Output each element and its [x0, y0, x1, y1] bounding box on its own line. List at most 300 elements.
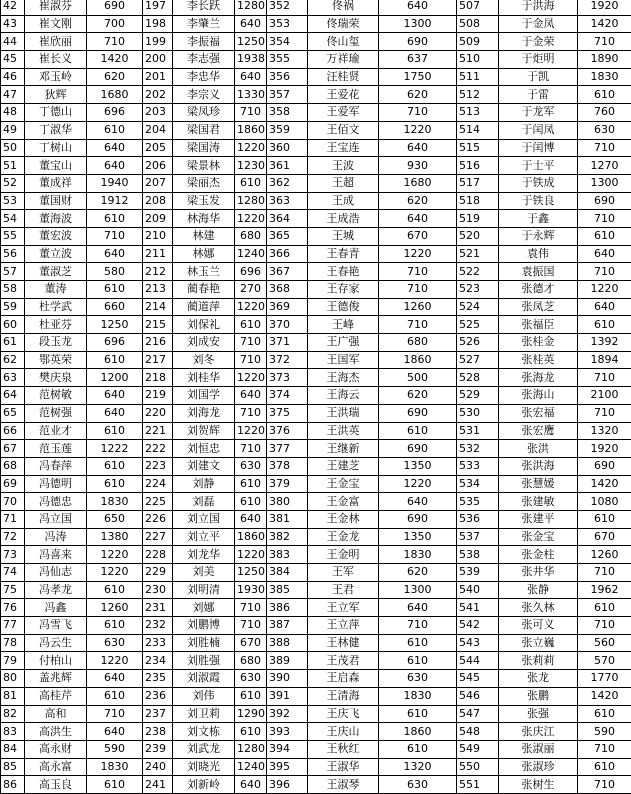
row-number: 240	[143, 758, 173, 776]
amount-cell: 640	[578, 245, 631, 263]
name-cell: 张立巍	[499, 634, 578, 652]
row-number: 209	[143, 210, 173, 228]
amount-cell: 590	[578, 723, 631, 741]
amount-cell: 640	[235, 510, 267, 528]
amount-cell: 710	[578, 139, 631, 157]
amount-cell: 696	[87, 104, 143, 122]
name-cell: 于凯	[499, 68, 578, 86]
row-number: 241	[143, 776, 173, 794]
amount-cell: 710	[578, 404, 631, 422]
amount-cell: 640	[235, 68, 267, 86]
row-number: 507	[457, 0, 499, 15]
amount-cell: 500	[379, 369, 457, 387]
row-number: 204	[143, 121, 173, 139]
amount-cell: 1680	[87, 86, 143, 104]
table-row	[1, 705, 631, 723]
amount-cell: 1260	[379, 298, 457, 316]
row-number: 68	[1, 457, 25, 475]
amount-cell: 1220	[235, 369, 267, 387]
name-cell: 王茂君	[308, 652, 379, 670]
amount-cell: 610	[87, 422, 143, 440]
amount-cell: 610	[379, 422, 457, 440]
amount-cell: 610	[578, 758, 631, 776]
name-cell: 袁振国	[499, 263, 578, 281]
name-cell: 张建敏	[499, 493, 578, 511]
table-row	[1, 758, 631, 776]
row-number: 542	[457, 617, 499, 635]
amount-cell: 1860	[379, 723, 457, 741]
amount-cell: 620	[379, 192, 457, 210]
name-cell: 刘娜	[173, 599, 235, 617]
table-row	[1, 440, 631, 458]
row-number: 44	[1, 33, 25, 51]
name-cell: 王建芝	[308, 457, 379, 475]
amount-cell: 1230	[235, 157, 267, 175]
name-cell: 张桂金	[499, 334, 578, 352]
name-cell: 王庆山	[308, 723, 379, 741]
name-cell: 王金宝	[308, 475, 379, 493]
row-number: 547	[457, 705, 499, 723]
amount-cell: 1280	[235, 192, 267, 210]
amount-cell: 1830	[379, 687, 457, 705]
name-cell: 林娜	[173, 245, 235, 263]
row-number: 520	[457, 227, 499, 245]
name-cell: 刘成安	[173, 334, 235, 352]
table-row	[1, 670, 631, 688]
row-number: 201	[143, 68, 173, 86]
row-number: 387	[267, 617, 308, 635]
amount-cell: 610	[235, 316, 267, 334]
name-cell: 杜亚芬	[25, 316, 87, 334]
table-row	[1, 104, 631, 122]
name-cell: 刘鹏博	[173, 617, 235, 635]
amount-cell: 710	[379, 617, 457, 635]
name-cell: 万祥瑜	[308, 51, 379, 69]
name-cell: 梁玉发	[173, 192, 235, 210]
name-cell: 于雷	[499, 86, 578, 104]
amount-cell: 1860	[235, 528, 267, 546]
name-cell: 王启森	[308, 670, 379, 688]
name-cell: 李志强	[173, 51, 235, 69]
amount-cell: 610	[87, 617, 143, 635]
table-row	[1, 210, 631, 228]
name-cell: 张德才	[499, 281, 578, 299]
row-number: 530	[457, 404, 499, 422]
amount-cell: 1912	[87, 192, 143, 210]
row-number: 373	[267, 369, 308, 387]
row-number: 61	[1, 334, 25, 352]
amount-cell: 710	[235, 617, 267, 635]
amount-cell: 700	[87, 15, 143, 33]
row-number: 42	[1, 0, 25, 15]
name-cell: 于士平	[499, 157, 578, 175]
row-number: 71	[1, 510, 25, 528]
row-number: 551	[457, 776, 499, 794]
amount-cell: 1940	[87, 174, 143, 192]
amount-cell: 610	[87, 351, 143, 369]
name-cell: 于铁良	[499, 192, 578, 210]
row-number: 518	[457, 192, 499, 210]
row-number: 236	[143, 687, 173, 705]
amount-cell: 710	[235, 599, 267, 617]
name-cell: 于炬明	[499, 51, 578, 69]
row-number: 237	[143, 705, 173, 723]
amount-cell: 680	[379, 334, 457, 352]
name-cell: 董立波	[25, 245, 87, 263]
row-number: 392	[267, 705, 308, 723]
row-number: 226	[143, 510, 173, 528]
amount-cell: 1220	[87, 564, 143, 582]
table-row	[1, 157, 631, 175]
table-row	[1, 51, 631, 69]
name-cell: 佟山玺	[308, 33, 379, 51]
amount-cell: 640	[87, 723, 143, 741]
name-cell: 刘冬	[173, 351, 235, 369]
row-number: 531	[457, 422, 499, 440]
name-cell: 刘文栋	[173, 723, 235, 741]
amount-cell: 690	[379, 510, 457, 528]
row-number: 70	[1, 493, 25, 511]
table-row	[1, 33, 631, 51]
amount-cell: 710	[87, 705, 143, 723]
amount-cell: 1270	[578, 157, 631, 175]
amount-cell: 1830	[379, 546, 457, 564]
name-cell: 张宏福	[499, 404, 578, 422]
name-cell: 王淑琴	[308, 776, 379, 794]
amount-cell: 1300	[379, 581, 457, 599]
amount-cell: 620	[87, 68, 143, 86]
table-row	[1, 316, 631, 334]
amount-cell: 610	[87, 776, 143, 794]
row-number: 361	[267, 157, 308, 175]
row-number: 352	[267, 0, 308, 15]
row-number: 46	[1, 68, 25, 86]
row-number: 368	[267, 281, 308, 299]
amount-cell: 1930	[235, 581, 267, 599]
table-row	[1, 245, 631, 263]
row-number: 358	[267, 104, 308, 122]
row-number: 529	[457, 387, 499, 405]
amount-cell: 1220	[235, 139, 267, 157]
amount-cell: 610	[235, 723, 267, 741]
name-cell: 于闰凤	[499, 121, 578, 139]
row-number: 65	[1, 404, 25, 422]
row-number: 367	[267, 263, 308, 281]
table-row	[1, 528, 631, 546]
amount-cell: 1250	[87, 316, 143, 334]
row-number: 538	[457, 546, 499, 564]
name-cell: 王存家	[308, 281, 379, 299]
name-cell: 崔文刚	[25, 15, 87, 33]
amount-cell: 640	[379, 210, 457, 228]
row-number: 223	[143, 457, 173, 475]
amount-cell: 710	[235, 334, 267, 352]
amount-cell: 1894	[578, 351, 631, 369]
name-cell: 董淑芝	[25, 263, 87, 281]
name-cell: 张莉莉	[499, 652, 578, 670]
name-cell: 鄂英荣	[25, 351, 87, 369]
row-number: 217	[143, 351, 173, 369]
amount-cell: 710	[578, 776, 631, 794]
row-number: 550	[457, 758, 499, 776]
amount-cell: 660	[87, 298, 143, 316]
row-number: 200	[143, 51, 173, 69]
amount-cell: 610	[379, 634, 457, 652]
row-number: 203	[143, 104, 173, 122]
name-cell: 王立萍	[308, 617, 379, 635]
row-number: 60	[1, 316, 25, 334]
row-number: 391	[267, 687, 308, 705]
amount-cell: 710	[87, 227, 143, 245]
row-number: 534	[457, 475, 499, 493]
amount-cell: 710	[379, 281, 457, 299]
name-cell: 蔺春艳	[173, 281, 235, 299]
amount-cell: 1220	[87, 546, 143, 564]
table-row	[1, 546, 631, 564]
amount-cell: 620	[379, 387, 457, 405]
row-number: 55	[1, 227, 25, 245]
row-number: 511	[457, 68, 499, 86]
name-cell: 王淑华	[308, 758, 379, 776]
row-number: 535	[457, 493, 499, 511]
amount-cell: 640	[87, 404, 143, 422]
name-cell: 王金林	[308, 510, 379, 528]
name-cell: 于金荣	[499, 33, 578, 51]
name-cell: 王清海	[308, 687, 379, 705]
name-cell: 高洪生	[25, 723, 87, 741]
row-number: 370	[267, 316, 308, 334]
amount-cell: 1962	[578, 581, 631, 599]
amount-cell: 710	[379, 104, 457, 122]
table-row	[1, 599, 631, 617]
row-number: 508	[457, 15, 499, 33]
amount-cell: 1830	[87, 758, 143, 776]
name-cell: 王金明	[308, 546, 379, 564]
amount-cell: 1300	[578, 174, 631, 192]
name-cell: 冯雪飞	[25, 617, 87, 635]
amount-cell: 1250	[235, 564, 267, 582]
table-row	[1, 564, 631, 582]
name-cell: 刘立国	[173, 510, 235, 528]
row-number: 51	[1, 157, 25, 175]
row-number: 78	[1, 634, 25, 652]
name-cell: 刘国学	[173, 387, 235, 405]
amount-cell: 640	[235, 776, 267, 794]
name-cell: 王庆飞	[308, 705, 379, 723]
amount-cell: 1938	[235, 51, 267, 69]
row-number: 377	[267, 440, 308, 458]
row-number: 523	[457, 281, 499, 299]
row-number: 527	[457, 351, 499, 369]
name-cell: 张洪	[499, 440, 578, 458]
table-row	[1, 740, 631, 758]
row-number: 77	[1, 617, 25, 635]
row-number: 213	[143, 281, 173, 299]
row-number: 524	[457, 298, 499, 316]
amount-cell: 1290	[235, 705, 267, 723]
name-cell: 王爱军	[308, 104, 379, 122]
amount-cell: 1420	[578, 687, 631, 705]
row-number: 539	[457, 564, 499, 582]
amount-cell: 610	[87, 475, 143, 493]
name-cell: 董涛	[25, 281, 87, 299]
amount-cell: 610	[235, 687, 267, 705]
amount-cell: 630	[379, 776, 457, 794]
name-cell: 张龙	[499, 670, 578, 688]
name-cell: 崔欣丽	[25, 33, 87, 51]
amount-cell: 630	[379, 670, 457, 688]
row-number: 198	[143, 15, 173, 33]
row-number: 83	[1, 723, 25, 741]
row-number: 385	[267, 581, 308, 599]
name-cell: 于铁成	[499, 174, 578, 192]
row-number: 388	[267, 634, 308, 652]
amount-cell: 710	[578, 617, 631, 635]
name-cell: 张福臣	[499, 316, 578, 334]
row-number: 58	[1, 281, 25, 299]
row-number: 380	[267, 493, 308, 511]
name-cell: 李宗义	[173, 86, 235, 104]
amount-cell: 610	[379, 705, 457, 723]
amount-cell: 1080	[578, 493, 631, 511]
amount-cell: 610	[87, 457, 143, 475]
name-cell: 范业才	[25, 422, 87, 440]
name-cell: 张凤芝	[499, 298, 578, 316]
name-cell: 蔺道萍	[173, 298, 235, 316]
amount-cell: 560	[578, 634, 631, 652]
amount-cell: 610	[578, 227, 631, 245]
row-number: 362	[267, 174, 308, 192]
name-cell: 王立军	[308, 599, 379, 617]
table-row	[1, 281, 631, 299]
name-cell: 刘胜强	[173, 652, 235, 670]
name-cell: 丁树山	[25, 139, 87, 157]
row-number: 52	[1, 174, 25, 192]
amount-cell: 1830	[578, 68, 631, 86]
row-number: 374	[267, 387, 308, 405]
amount-cell: 610	[578, 705, 631, 723]
row-number: 533	[457, 457, 499, 475]
amount-cell: 690	[578, 457, 631, 475]
amount-cell: 1300	[379, 15, 457, 33]
row-number: 234	[143, 652, 173, 670]
name-cell: 刘恒忠	[173, 440, 235, 458]
row-number: 514	[457, 121, 499, 139]
table-row	[1, 86, 631, 104]
name-cell: 王君	[308, 581, 379, 599]
row-number: 67	[1, 440, 25, 458]
row-number: 43	[1, 15, 25, 33]
name-cell: 王金富	[308, 493, 379, 511]
amount-cell: 610	[87, 687, 143, 705]
amount-cell: 637	[379, 51, 457, 69]
amount-cell: 760	[578, 104, 631, 122]
row-number: 359	[267, 121, 308, 139]
amount-cell: 640	[379, 599, 457, 617]
row-number: 222	[143, 440, 173, 458]
name-cell: 刘新岭	[173, 776, 235, 794]
name-cell: 王林健	[308, 634, 379, 652]
name-cell: 张金柱	[499, 546, 578, 564]
name-cell: 李长跃	[173, 0, 235, 15]
name-cell: 张淑珍	[499, 758, 578, 776]
name-cell: 刘贺辉	[173, 422, 235, 440]
name-cell: 董宝山	[25, 157, 87, 175]
name-cell: 董宏波	[25, 227, 87, 245]
name-cell: 刘美	[173, 564, 235, 582]
amount-cell: 1750	[379, 68, 457, 86]
name-cell: 王波	[308, 157, 379, 175]
amount-cell: 610	[578, 86, 631, 104]
name-cell: 于龙军	[499, 104, 578, 122]
name-cell: 王爱花	[308, 86, 379, 104]
row-number: 541	[457, 599, 499, 617]
name-cell: 刘卫莉	[173, 705, 235, 723]
name-cell: 王成	[308, 192, 379, 210]
row-number: 513	[457, 104, 499, 122]
name-cell: 范树强	[25, 404, 87, 422]
row-number: 389	[267, 652, 308, 670]
name-cell: 崔长义	[25, 51, 87, 69]
row-number: 45	[1, 51, 25, 69]
row-number: 521	[457, 245, 499, 263]
row-number: 545	[457, 670, 499, 688]
name-cell: 樊庆泉	[25, 369, 87, 387]
name-cell: 冯立国	[25, 510, 87, 528]
name-cell: 张淑丽	[499, 740, 578, 758]
name-cell: 刘晓光	[173, 758, 235, 776]
row-number: 548	[457, 723, 499, 741]
amount-cell: 640	[379, 139, 457, 157]
row-number: 532	[457, 440, 499, 458]
name-cell: 梁国君	[173, 121, 235, 139]
table-row	[1, 457, 631, 475]
row-number: 206	[143, 157, 173, 175]
amount-cell: 1220	[379, 245, 457, 263]
name-cell: 冯春萍	[25, 457, 87, 475]
name-cell: 高和	[25, 705, 87, 723]
amount-cell: 1280	[235, 0, 267, 15]
name-cell: 段玉龙	[25, 334, 87, 352]
row-number: 357	[267, 86, 308, 104]
name-cell: 张建平	[499, 510, 578, 528]
name-cell: 董成祥	[25, 174, 87, 192]
amount-cell: 640	[235, 387, 267, 405]
row-number: 238	[143, 723, 173, 741]
row-number: 384	[267, 564, 308, 582]
name-cell: 张鹏	[499, 687, 578, 705]
name-cell: 刘保礼	[173, 316, 235, 334]
table-body	[1, 0, 631, 793]
name-cell: 张可义	[499, 617, 578, 635]
name-cell: 王海杰	[308, 369, 379, 387]
name-cell: 杜学武	[25, 298, 87, 316]
amount-cell: 1220	[87, 652, 143, 670]
name-cell: 冯云生	[25, 634, 87, 652]
name-cell: 张海山	[499, 387, 578, 405]
row-number: 50	[1, 139, 25, 157]
row-number: 515	[457, 139, 499, 157]
row-number: 56	[1, 245, 25, 263]
name-cell: 丁德山	[25, 104, 87, 122]
row-number: 49	[1, 121, 25, 139]
amount-cell: 1260	[578, 546, 631, 564]
name-cell: 梁国涛	[173, 139, 235, 157]
amount-cell: 710	[235, 404, 267, 422]
amount-cell: 1380	[87, 528, 143, 546]
row-number: 233	[143, 634, 173, 652]
name-cell: 张庆江	[499, 723, 578, 741]
